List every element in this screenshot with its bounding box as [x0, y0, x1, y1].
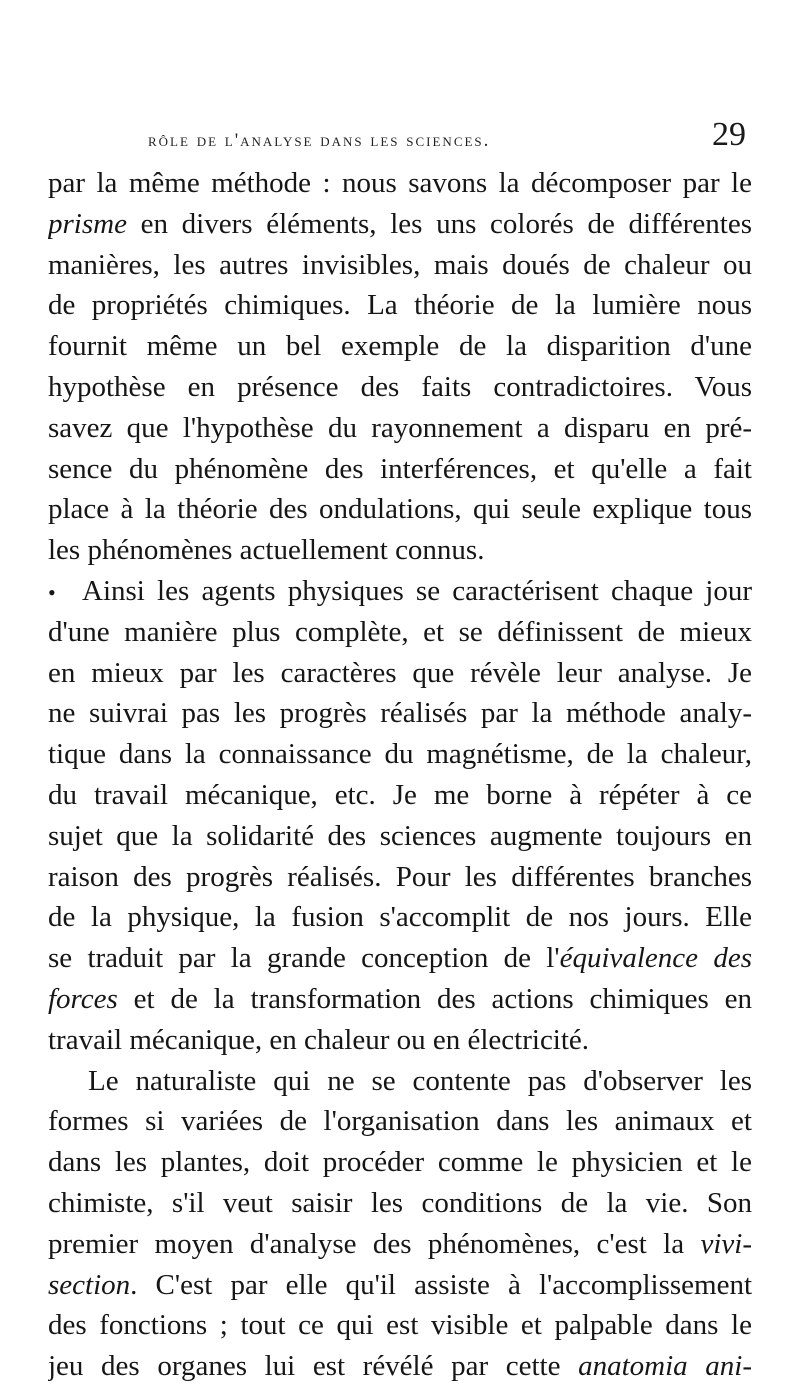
text-line: travail mécanique, en chaleur ou en électricité.: [48, 1023, 590, 1056]
text-line: forces et de la transformation des actions chimiques en: [48, 982, 752, 1015]
text-line: savez que l'hypothèse du rayonnement a disparu en pré-: [48, 411, 752, 444]
text-line: sujet que la solidarité des sciences augmente toujours en: [48, 819, 752, 852]
text-line: formes si variées de l'organisation dans les animaux et: [48, 1105, 752, 1138]
text-line: du travail mécanique, etc. Je me borne à répéter à ce: [48, 778, 752, 811]
text-line: dans les plantes, doit procéder comme le physicien et le: [48, 1146, 752, 1179]
italic-term: forces: [48, 982, 118, 1015]
body-text: [48, 163, 752, 1387]
text-line: par la même méthode : nous savons la décomposer par le: [48, 167, 752, 199]
text-line: de la physique, la fusion s'accomplit de nos jours. Elle: [48, 901, 752, 934]
paragraph-bullet-icon: •: [48, 579, 56, 605]
text-line: raison des progrès réalisés. Pour les différentes branches: [48, 860, 752, 893]
italic-term: vivi-: [700, 1227, 752, 1260]
text-line: premier moyen d'analyse des phénomènes, c'est la vivi-: [48, 1227, 752, 1260]
text-line: Le naturaliste qui ne se contente pas d'observer les: [88, 1064, 752, 1097]
text-line: hypothèse en présence des faits contradictoires. Vous: [48, 370, 752, 403]
text-line: chimiste, s'il veut saisir les conditions de la vie. Son: [48, 1186, 752, 1219]
text-line: sence du phénomène des interférences, et qu'elle a fait: [48, 452, 752, 485]
text-line: place à la théorie des ondulations, qui seule explique tous: [48, 493, 752, 526]
italic-term: équivalence des: [559, 942, 752, 975]
text-line: manières, les autres invisibles, mais doués de chaleur ou: [48, 248, 752, 281]
text-line: tique dans la connaissance du magnétisme, de la chaleur,: [48, 738, 752, 771]
running-title: rôle de l'analyse dans les sciences.: [148, 130, 491, 151]
italic-term: prisme: [48, 207, 127, 240]
page-number: 29: [712, 116, 746, 153]
text-line: prisme en divers éléments, les uns colorés de différentes: [48, 207, 752, 240]
text-line: section. C'est par elle qu'il assiste à l'accomplissement: [48, 1268, 752, 1301]
italic-term: anatomia ani-: [578, 1350, 752, 1383]
text-line: jeu des organes lui est révélé par cette anatomia ani-: [48, 1350, 752, 1383]
text-line: en mieux par les caractères que révèle leur analyse. Je: [48, 656, 752, 689]
text-line: les phénomènes actuellement connus.: [48, 534, 485, 567]
text-line: ne suivrai pas les progrès réalisés par la méthode analy-: [48, 697, 752, 730]
text-line: fournit même un bel exemple de la disparition d'une: [48, 330, 752, 363]
text-line: se traduit par la grande conception de l'équivalence des: [48, 942, 752, 975]
text-line: • Ainsi les agents physiques se caractérisent chaque jour: [48, 571, 752, 612]
text-line: d'une manière plus complète, et se définissent de mieux: [48, 615, 752, 648]
text-line: de propriétés chimiques. La théorie de la lumière nous: [48, 289, 752, 322]
italic-term: section: [48, 1268, 131, 1301]
running-head: [50, 116, 750, 156]
text-line: des fonctions ; tout ce qui est visible et palpable dans le: [48, 1309, 752, 1342]
